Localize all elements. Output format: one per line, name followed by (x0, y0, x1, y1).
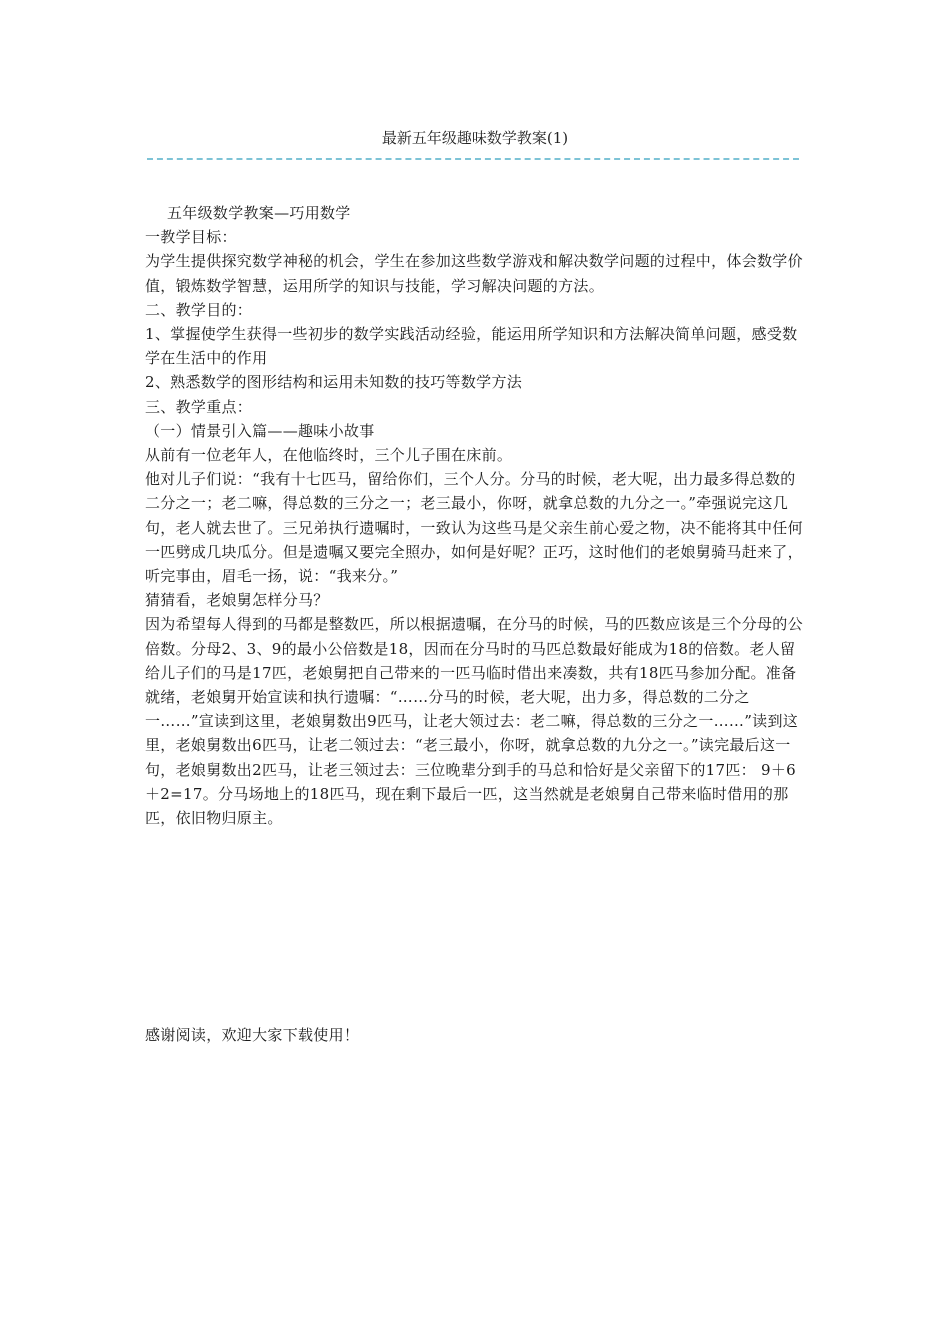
goals-text: 为学生提供探究数学神秘的机会，学生在参加这些数学游戏和解决数学问题的过程中，体会数学价值，锻炼数学智慧，运用所学的知识与技能，学习解决问题的方法。 (145, 252, 803, 295)
section-heading-focus: 三、教学重点： (145, 397, 253, 416)
purpose-item-1: 1、掌握使学生获得一些初步的数学实践活动经验，能运用所学知识和方法解决简单问题，感受数学在生活中的作用 (145, 325, 798, 368)
story-solution: 因为希望每人得到的马都是整数匹，所以根据遗嘱，在分马的时候，马的匹数应该是三个分母的公倍数。分母2、3、9的最小公倍数是18，因而在分马时的马匹总数最好能成为18的倍数。老人留给儿子们的马是17匹，老娘舅把自己带来的一匹马临时借出来凑数，共有18匹马参加分配。准备就绪，老娘舅开始宣读和执行遗嘱：“……分马的时候，老大呢，出力多，得总数的二分之一……”宣读到这里，老娘舅数出9匹马，让老大领过去：老二嘛，得总数的三分之一……”读到这里，老娘舅数出6匹马，让老二领过去：“老三最小，你呀，就拿总数的九分之一。”读完最后这一句，老娘舅数出2匹马，让老三领过去：三位晚辈分到手的马总和恰好是父亲留下的17匹： 9＋6＋2=17。分马场地上的18匹马，现在剩下最后一匹，这当然就是老娘舅自己带来临时借用的那匹，依旧物归原主。 (145, 615, 803, 828)
lesson-heading: 五年级数学教案—巧用数学 (167, 204, 351, 222)
story-paragraph: 他对儿子们说：“我有十七匹马，留给你们，三个人分。分马的时候，老大呢，出力最多得总数的二分之一；老二嘛，得总数的三分之一；老三最小，你呀，就拿总数的九分之一。”牵强说完这几句，老人就去世了。三兄弟执行遗嘱时，一致认为这些马是父亲生前心爱之物，决不能将其中任何一匹劈成几块瓜分。但是遗嘱又要完全照办，如何是好呢？正巧，这时他们的老娘舅骑马赶来了，听完事由，眉毛一扬，说：“我来分。” (145, 470, 803, 586)
document-title: 最新五年级趣味数学教案(1) (381, 129, 569, 147)
section-heading-purpose: 二、教学目的： (145, 300, 253, 319)
document-body (145, 201, 810, 830)
purpose-item-2: 2、熟悉数学的图形结构和运用未知数的技巧等数学方法 (145, 373, 523, 392)
section-heading-goals: 一教学目标： (145, 228, 237, 247)
footer-note: 感谢阅读，欢迎大家下载使用！ (145, 1026, 360, 1044)
story-question: 猜猜看，老娘舅怎样分马？ (145, 591, 329, 610)
story-paragraph: 从前有一位老年人，在他临终时，三个儿子围在床前。 (145, 446, 513, 465)
subsection-heading-story: （一）情景引入篇——趣味小故事 (145, 421, 375, 440)
title-divider (147, 158, 799, 160)
